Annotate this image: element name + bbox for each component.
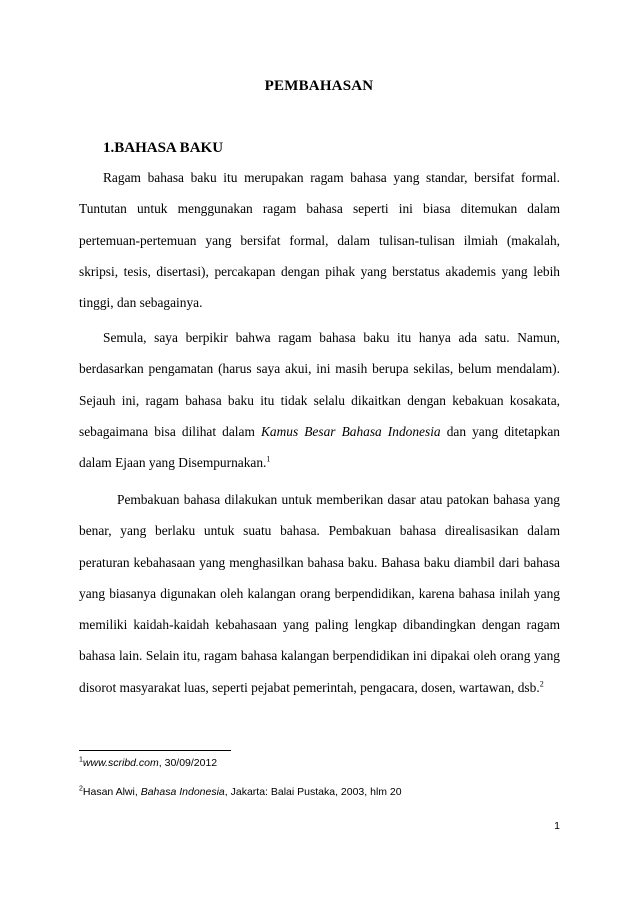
footnote-2-rest: , Jakarta: Balai Pustaka, 2003, hlm 20	[224, 786, 402, 798]
footnote-2-number: 2	[79, 785, 83, 793]
footnote-separator	[79, 750, 231, 751]
footnote-1-number: 1	[79, 756, 83, 764]
section-heading: 1.BAHASA BAKU	[103, 140, 224, 156]
paragraph-2-italic-title: Kamus Besar Bahasa Indonesia	[260, 423, 441, 439]
footnote-2-author: Hasan Alwi,	[82, 786, 141, 798]
paragraph-2-text-b: dan yang ditetapkan dalam Ejaan yang Disempurnakan.	[79, 423, 560, 471]
footnote-ref-1[interactable]: 1	[266, 454, 271, 464]
footnote-1	[79, 757, 217, 769]
page-number: 1	[554, 820, 560, 832]
page-title: PEMBAHASAN	[264, 78, 374, 94]
footnote-1-rest: , 30/09/2012	[158, 757, 218, 769]
footnote-1-source: www.scribd.com	[82, 757, 159, 769]
footnote-2	[79, 786, 402, 798]
paragraph-1: Ragam bahasa baku itu merupakan ragam bahasa yang standar, bersifat formal. Tuntutan untuk menggunakan ragam bahasa seperti ini biasa ditemukan dalam pertemuan-pertemuan yang bersifat formal, dalam tulisan-tulisan ilmiah (makalah, skripsi, tesis, disertasi), percakapan dengan pihak yang berstatus akademis yang lebih tinggi, dan sebagainya.	[79, 170, 560, 311]
paragraph-3	[79, 484, 560, 703]
paragraph-2-text-a: Semula, saya berpikir bahwa ragam bahasa baku itu hanya ada satu. Namun, berdasarkan pengamatan (harus saya akui, ini masih berupa sekilas, belum mendalam). Sejauh ini, ragam bahasa baku itu tidak selalu dikaitkan dengan kebakuan kosakata, sebagaimana bisa dilihat dalam	[79, 330, 560, 439]
footnote-2-source: Bahasa Indonesia	[140, 786, 225, 798]
footnote-ref-2[interactable]: 2	[539, 679, 544, 689]
paragraph-3-text: Pembakuan bahasa dilakukan untuk memberikan dasar atau patokan bahasa yang benar, yang berlaku untuk suatu bahasa. Pembakuan bahasa direalisasikan dalam peraturan kebahasaan yang menghasilkan bahasa baku. Bahasa baku diambil dari bahasa yang biasanya digunakan oleh kalangan orang berpendidikan, karena bahasa inilah yang memiliki kaidah-kaidah kebahasaan yang paling lengkap dibandingkan dengan ragam bahasa lain. Selain itu, ragam bahasa kalangan berpendidikan ini dipakai oleh orang yang disorot masyarakat luas, seperti pejabat pemerintah, pengacara, dosen, wartawan, dsb.	[79, 492, 560, 695]
paragraph-2	[79, 322, 560, 478]
